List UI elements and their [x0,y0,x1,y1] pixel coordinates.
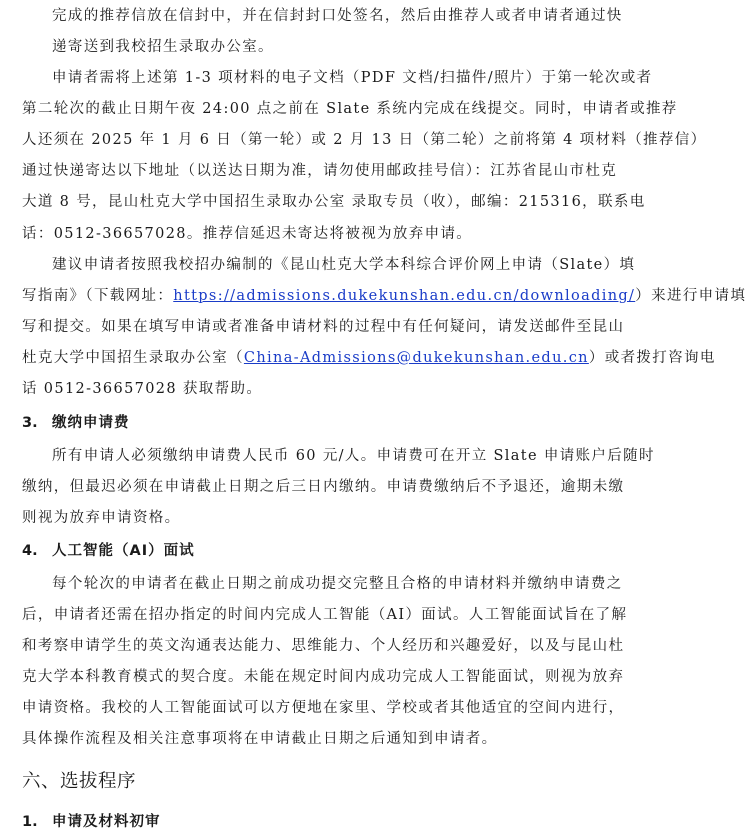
heading-number: 1. [22,814,38,830]
heading-text: 申请及材料初审 [52,814,161,830]
heading-number: 4. [22,543,38,559]
text-segment: 杜克大学中国招生录取办公室（ [22,350,244,366]
text-line: 每个轮次的申请者在截止日期之前成功提交完整且合格的申请材料并缴纳申请费之 [52,576,623,592]
email-link[interactable]: China-Admissions@dukekunshan.edu.cn [243,350,589,366]
text-line: 通过快递寄达以下地址（以送达日期为准，请勿使用邮政挂号信）：江苏省昆山市杜克 [22,163,618,179]
text-segment: ）或者拨打咨询电 [588,350,716,366]
section-title: 六、选拔程序 [22,771,137,792]
text-line: 完成的推荐信放在信封中，并在信封封口处签名，然后由推荐人或者申请者通过快 [52,8,623,24]
text-line: 申请者需将上述第 1-3 项材料的电子文档（PDF 文档/扫描件/照片）于第一轮次或者 [52,70,653,86]
text-line: 建议申请者按照我校招办编制的《昆山杜克大学本科综合评价网上申请（Slate）填 [52,257,636,273]
text-line: 话 0512-36657028 获取帮助。 [22,381,263,397]
heading-text: 缴纳申请费 [52,415,130,431]
heading-text: 人工智能（AI）面试 [52,543,195,559]
text-line: 第二轮次的截止日期午夜 24:00 点之前在 Slate 系统内完成在线提交。同时，申请者或推荐 [22,101,678,117]
text-line: 话：0512-36657028。推荐信延迟未寄达将被视为放弃申请。 [22,226,473,242]
text-line: 和考察申请学生的英文沟通表达能力、思维能力、个人经历和兴趣爱好，以及与昆山杜 [22,638,625,654]
text-line: 克大学本科教育模式的契合度。未能在规定时间内成功完成人工智能面试，则视为放弃 [22,669,625,685]
text-line: 写和提交。如果在填写申请或者准备申请材料的过程中有任何疑问，请发送邮件至昆山 [22,319,625,335]
text-line: 申请资格。我校的人工智能面试可以方便地在家里、学校或者其他适宜的空间内进行， [22,700,625,716]
text-line [22,348,716,368]
text-segment: ）来进行申请填 [635,288,746,304]
text-segment: 写指南》（下载网址： [22,288,174,304]
text-line: 具体操作流程及相关注意事项将在申请截止日期之后通知到申请者。 [22,731,498,747]
text-line: 所有申请人必须缴纳申请费人民币 60 元/人。申请费可在开立 Slate 申请账户后随时 [52,448,655,464]
heading-number: 3. [22,415,38,431]
text-line [22,286,746,306]
text-line: 后，申请者还需在招办指定的时间内完成人工智能（AI）面试。人工智能面试旨在了解 [22,607,628,623]
text-line: 缴纳，但最迟必须在申请截止日期之后三日内缴纳。申请费缴纳后不予退还，逾期未缴 [22,479,625,495]
text-line: 大道 8 号，昆山杜克大学中国招生录取办公室 录取专员（收），邮编：215316，联系电 [22,194,646,210]
text-line: 人还须在 2025 年 1 月 6 日（第一轮）或 2 月 13 日（第二轮）之前将第 4 项材料（推荐信） [22,132,707,148]
text-line: 递寄送到我校招生录取办公室。 [52,39,274,55]
text-line: 则视为放弃申请资格。 [22,510,181,526]
download-link[interactable]: https://admissions.dukekunshan.edu.cn/downloading/ [173,288,636,304]
